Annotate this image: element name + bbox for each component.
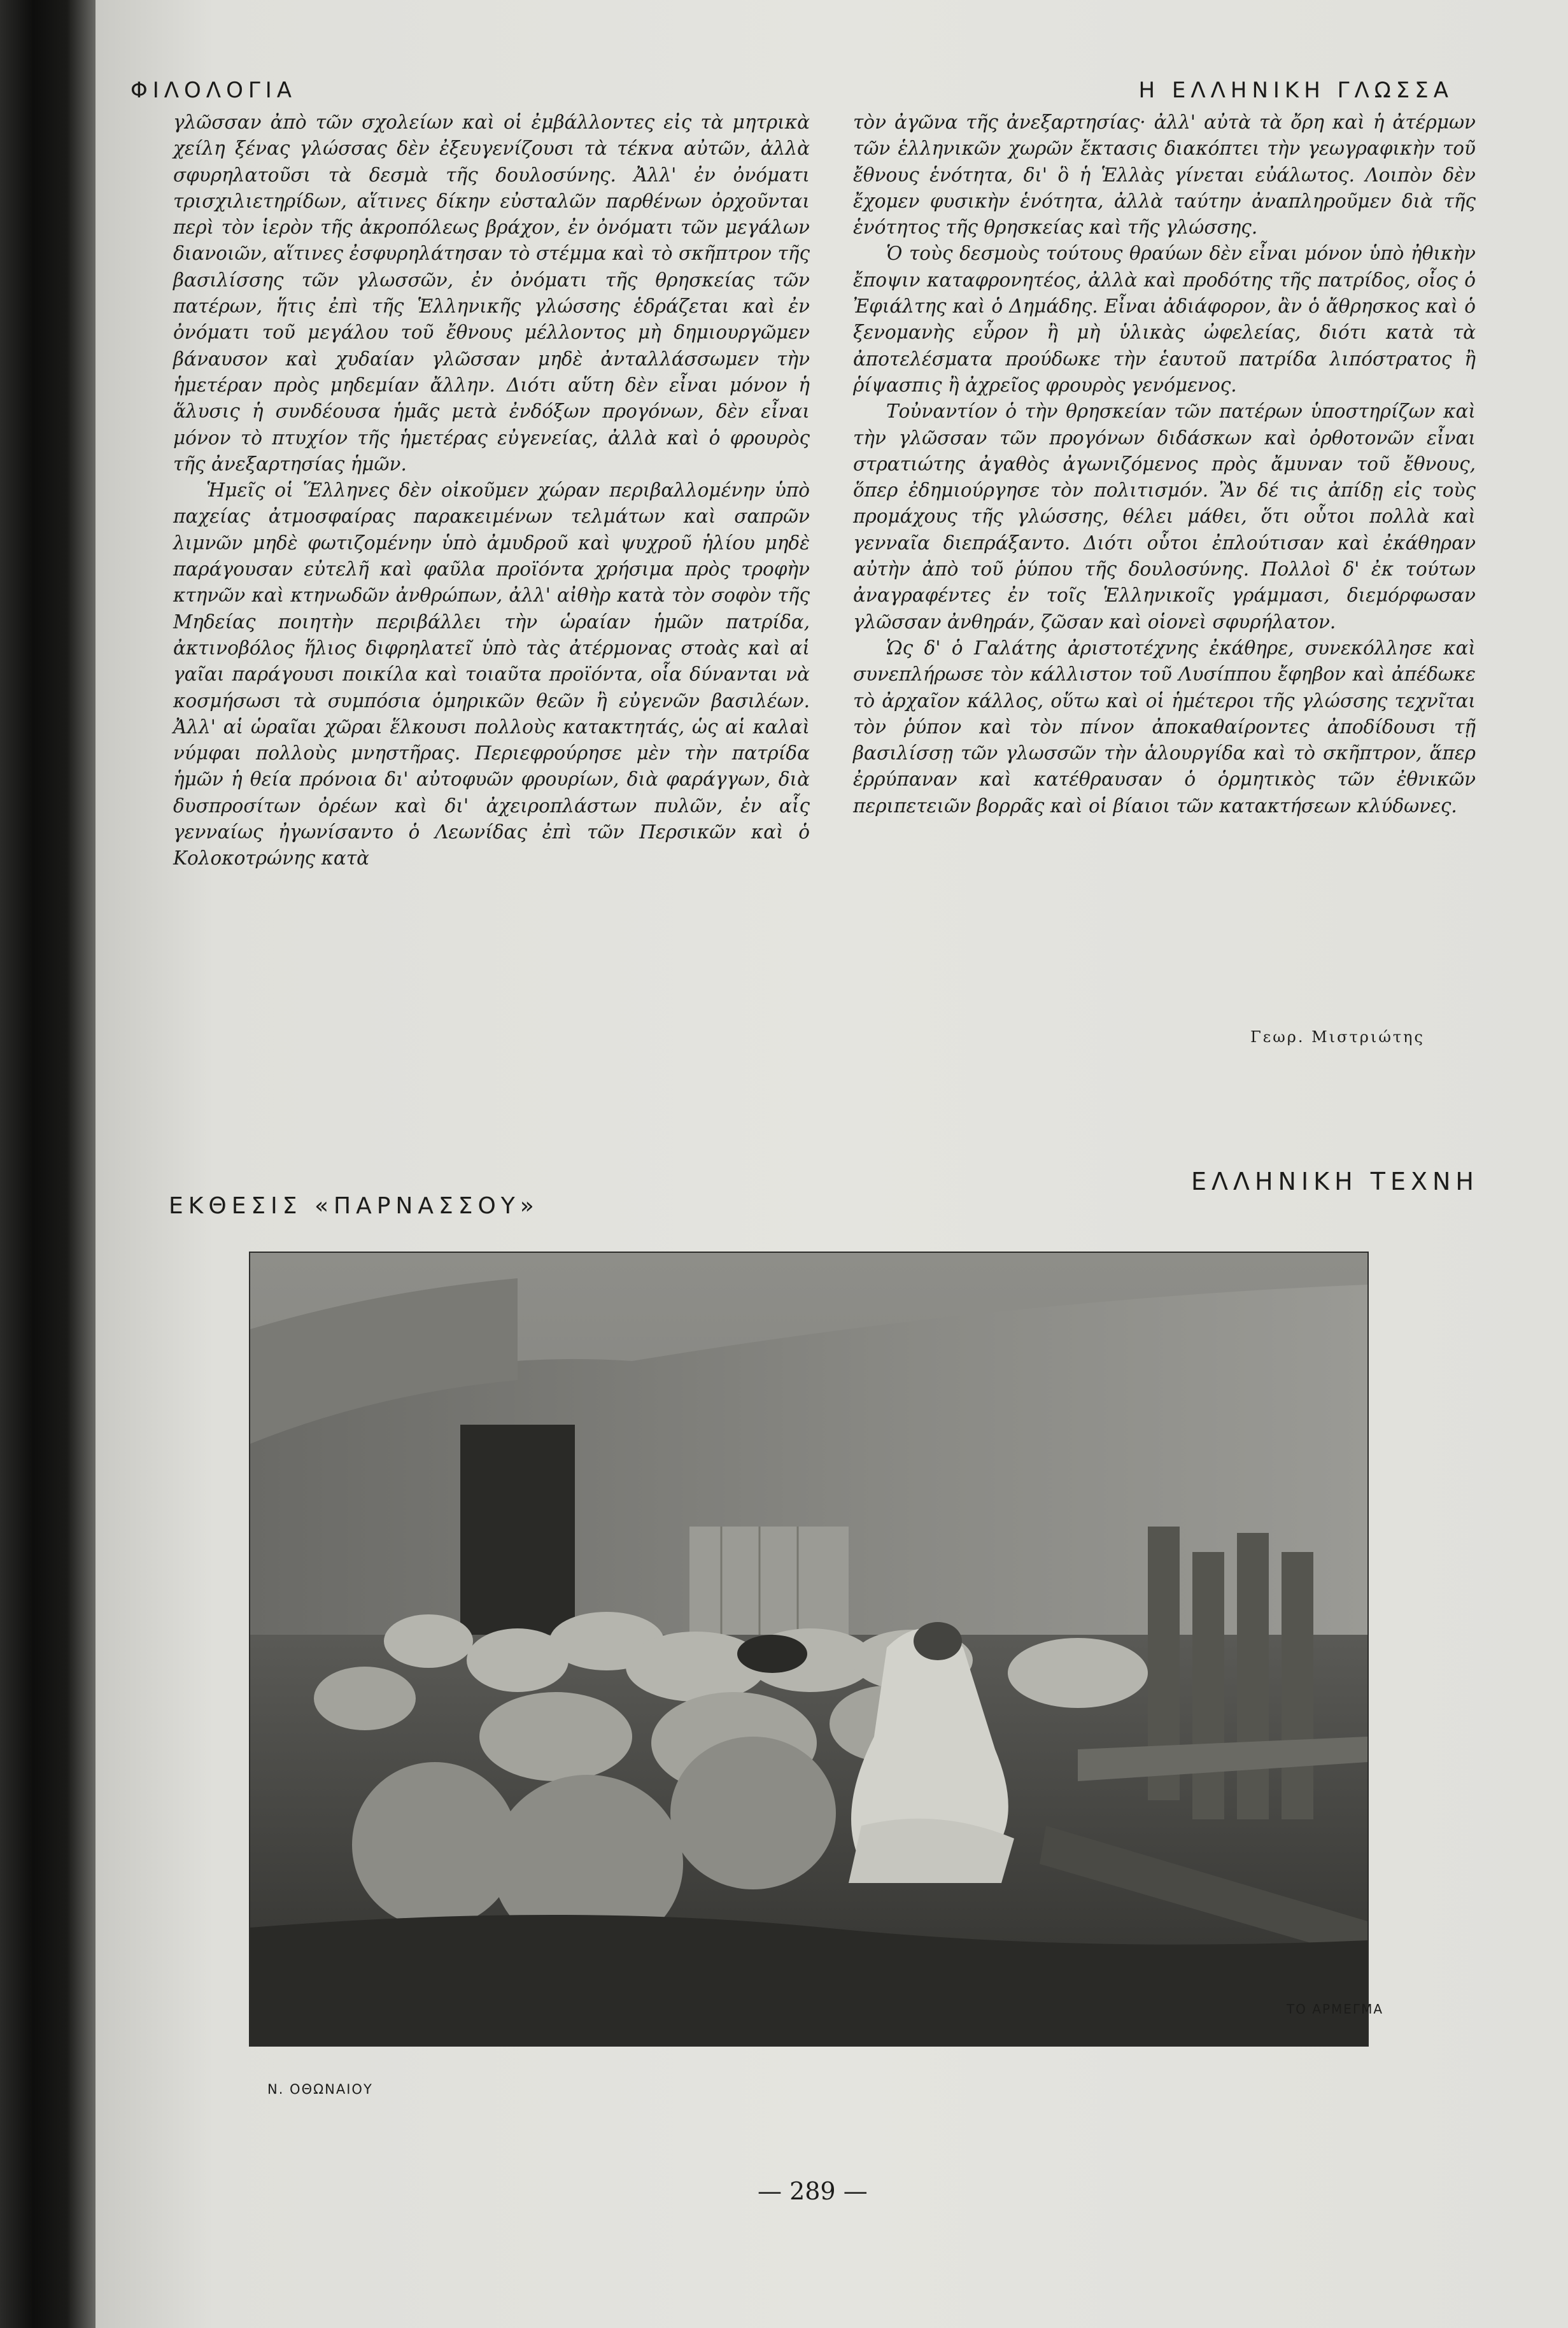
article-column-right <box>853 109 1476 819</box>
article-column-left <box>173 109 810 872</box>
exhibition-title: ΕΚΘΕΣΙΣ «ΠΑΡΝΑΣΣΟΥ» <box>169 1193 539 1219</box>
figure-artist: Ν. ΟΘΩΝΑΙΟΥ <box>267 2082 373 2097</box>
article-paragraph: Τοὐναντίον ὁ τὴν θρησκείαν τῶν πατέρων ὑποστηρίζων καὶ τὴν γλῶσσαν τῶν προγόνων διδάσκων καὶ ὀρθοτονῶν εἶναι στρατιώτης ἀγαθὸς ἀγωνιζόμενος πρὸς ἄμυναν τοῦ ἔθνους, ὅπερ ἐδημιούργησε τὸν πολιτισμόν. Ἂν δέ τις ἀπίδῃ εἰς τοὺς προμάχους τῆς γλώσσης, θέλει μάθει, ὅτι οὗτοι πολλὰ καὶ γενναῖα διεπράξαντο. Διότι οὗτοι ἐπλούτισαν καὶ ἐκάθηραν αὐτὴν ἀπὸ τοῦ ῥύπου τῆς δουλοσύνης. Πολλοὶ δ' ἐκ τούτων ἀναγραφέντες ἐν τοῖς Ἑλληνικοῖς γράμμασι, διεμόρφωσαν γλῶσσαν ἀνθηράν, ζῶσαν καὶ οἱονεὶ σφυρήλατον. <box>853 400 1476 633</box>
painting-reproduction <box>250 1253 1367 2045</box>
painting-image <box>250 1253 1367 2045</box>
book-binding-shadow <box>0 0 95 2328</box>
author-signature: Γεωρ. Μιστριώτης <box>1250 1028 1425 1046</box>
figure-caption: ΤΟ ΑΡΜΕΓΜΑ <box>1286 2001 1383 2017</box>
article-paragraph: Ὡς δ' ὁ Γαλάτης ἀριστοτέχνης ἐκάθηρε, συνεκόλλησε καὶ συνεπλήρωσε τὸν κάλλιστον τοῦ Λυσίππου ἔφηβον καὶ ἀπέδωκε τὸ ἀρχαῖον κάλλος, οὕτω καὶ οἱ ἡμέτεροι τῆς γλώσσης τεχνῖται τὸν ῥύπον καὶ τὸν πίνον ἀποκαθαίροντες ἀποδίδουσι τῇ βασιλίσσῃ τῶν γλωσσῶν τὴν ἁλουργίδα καὶ τὸ σκῆπτρον, ἅπερ ἐρρύπαναν καὶ κατέθραυσαν ὁ ὁρμητικὸς τῶν ἐθνικῶν περιπετειῶν βορρᾶς καὶ οἱ βίαιοι τῶν κατακτήσεων κλύδωνες. <box>853 637 1476 817</box>
article-paragraph: τὸν ἀγῶνα τῆς ἀνεξαρτησίας· ἀλλ' αὐτὰ τὰ ὄρη καὶ ἡ ἀτέρμων τῶν ἑλληνικῶν χωρῶν ἔκτασις διακόπτει τὴν γεωγραφικὴν τοῦ ἔθνους ἑνότητα, δι' ὃ ἡ Ἑλλὰς γίνεται εὐάλωτος. Λοιπὸν δὲν ἔχομεν φυσικὴν ἑνότητα, ἀλλὰ ταύτην ἀναπληροῦμεν διὰ τῆς ἑνότητος τῆς θρησκείας καὶ τῆς γλώσσης. <box>853 111 1476 239</box>
running-header-left: ΦΙΛΟΛΟΓΙΑ <box>131 78 297 103</box>
article-paragraph: Ὁ τοὺς δεσμοὺς τούτους θραύων δὲν εἶναι μόνον ὑπὸ ἠθικὴν ἔποψιν καταφρονητέος, ἀλλὰ καὶ προδότης τῆς πατρίδος, οἷος ὁ Ἐφιάλτης καὶ ὁ Δημάδης. Εἶναι ἀδιάφορον, ἂν ὁ ἄθρησκος καὶ ὁ ξενομανὴς εὗρον ἢ μὴ ὑλικὰς ὠφελείας, διότι κατὰ τὰ ἀποτελέσματα προύδωκε τὴν ἑαυτοῦ πατρίδα λιπόστρατος ἢ ῥίψασπις ἢ ἀχρεῖος φρουρὸς γενόμενος. <box>853 243 1476 396</box>
article-paragraph: γλῶσσαν ἀπὸ τῶν σχολείων καὶ οἱ ἐμβάλλοντες εἰς τὰ μητρικὰ χείλη ξένας γλώσσας δὲν ἐξευγενίζουσι τὰ τέκνα αὐτῶν, ἀλλὰ σφυρηλατοῦσι τὰ δεσμὰ τῆς δουλοσύνης. Ἀλλ' ἐν ὀνόματι τρισχιλιετηρίδων, αἵτινες δίκην εὐσταλῶν παρθένων ὀρχοῦνται περὶ τὸν ἱερὸν τῆς ἀκροπόλεως βράχον, ἐν ὀνόματι τῶν μεγάλων διανοιῶν, αἵτινες ἐσφυρηλάτησαν τὸ στέμμα καὶ τὸ σκῆπτρον τῆς βασιλίσσης τῶν γλωσσῶν, ἐν ὀνόματι τῆς θρησκείας τῶν πατέρων, ἥτις ἐπὶ τῆς Ἑλληνικῆς γλώσσης ἑδράζεται καὶ ἐν ὀνόματι τοῦ μεγάλου τοῦ ἔθνους μέλλοντος μὴ δημιουργῶμεν βάναυσον καὶ χυδαίαν γλῶσσαν μηδὲ ἀνταλλάσσωμεν τὴν ἡμετέραν πρὸς μηδεμίαν ἄλλην. Διότι αὕτη δὲν εἶναι μόνον ἡ ἅλυσις ἡ συνδέουσα ἡμᾶς μετὰ ἐνδόξων προγόνων, δὲν εἶναι μόνον τὸ πτυχίον τῆς ἡμετέρας εὐγενείας, ἀλλὰ καὶ ὁ φρουρὸς τῆς ἀνεξαρτησίας ἡμῶν. <box>173 111 810 475</box>
section-title: ΕΛΛΗΝΙΚΗ ΤΕΧΝΗ <box>1190 1168 1479 1196</box>
page-number: — 289 — <box>758 2177 868 2205</box>
running-header-right: Η ΕΛΛΗΝΙΚΗ ΓΛΩΣΣΑ <box>1138 78 1453 103</box>
article-paragraph: Ἡμεῖς οἱ Ἕλληνες δὲν οἰκοῦμεν χώραν περιβαλλομένην ὑπὸ παχείας ἀτμοσφαίρας παρακειμένων τελμάτων καὶ σαπρῶν λιμνῶν μηδὲ φωτιζομένην ὑπὸ ἀμυδροῦ καὶ ψυχροῦ ἡλίου μηδὲ παράγουσαν εὐτελῆ καὶ φαῦλα προϊόντα χρήσιμα πρὸς τροφὴν κτηνῶν καὶ κτηνωδῶν ἀνθρώπων, ἀλλ' αἰθὴρ κατὰ τὸν σοφὸν τῆς Μηδείας ποιητὴν περιβάλλει τὴν ὡραίαν ἡμῶν πατρίδα, ἀκτινοβόλος ἥλιος διφρηλατεῖ ὑπὸ τὰς ἀτέρμονας στοὰς καὶ αἱ γαῖαι παράγουσι ποικίλα καὶ τοιαῦτα προϊόντα, οἷα δύνανται νὰ κοσμήσωσι τὰ συμπόσια ὁμηρικῶν θεῶν ἢ εὐγενῶν βασιλέων. Ἀλλ' αἱ ὡραῖαι χῶραι ἕλκουσι πολλοὺς κατακτητάς, ὡς αἱ καλαὶ νύμφαι πολλοὺς μνηστῆρας. Περιεφρούρησε μὲν τὴν πατρίδα ἡμῶν ἡ θεία πρόνοια δι' αὐτοφυῶν φρουρίων, διὰ φαράγγων, διὰ δυσπροσίτων ὀρέων καὶ δι' ἀχειροπλάστων πυλῶν, ἐν αἷς γενναίως ἠγωνίσαντο ὁ Λεωνίδας ἐπὶ τῶν Περσικῶν καὶ ὁ Κολοκοτρώνης κατὰ <box>173 479 810 870</box>
